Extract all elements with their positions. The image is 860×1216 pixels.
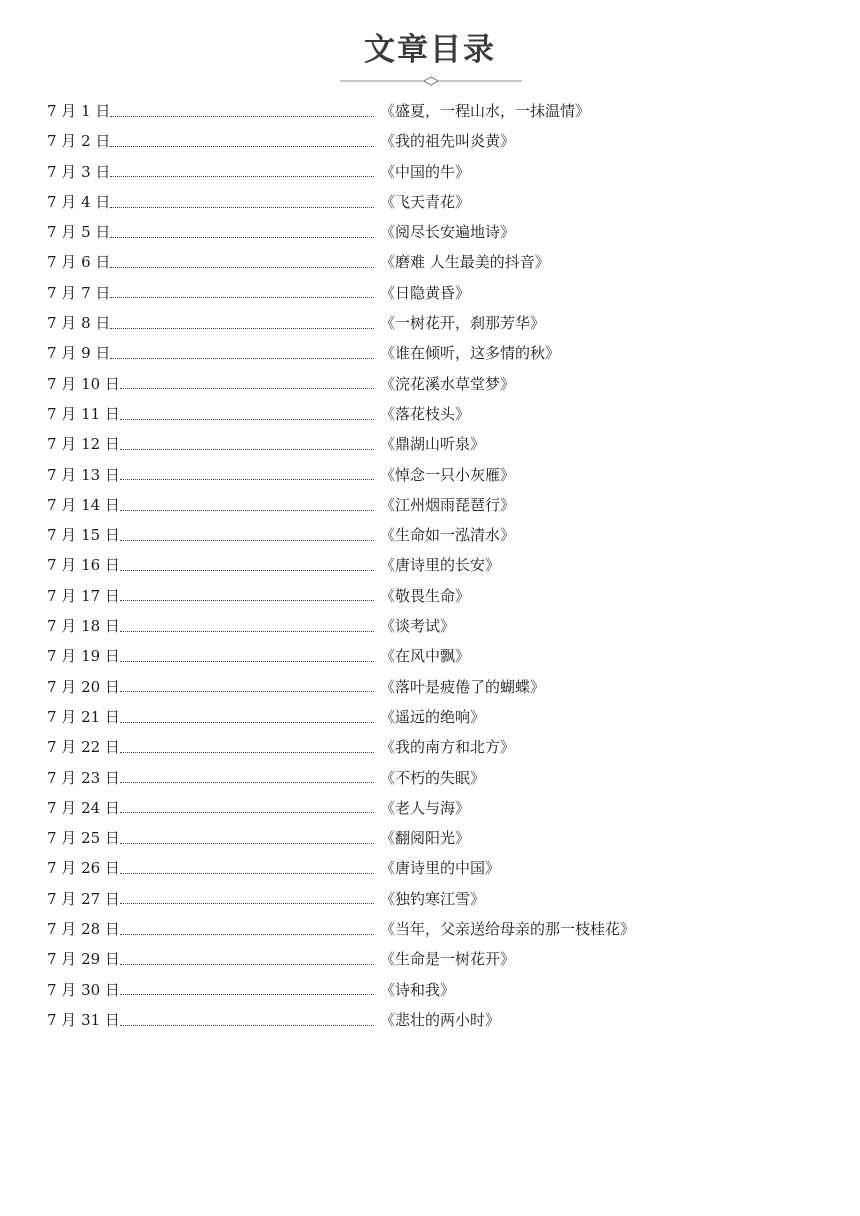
toc-entry-title: 《当年，父亲送给母亲的那一枝桂花》 xyxy=(380,920,636,939)
toc-entry[interactable] xyxy=(47,793,827,823)
toc-entry[interactable] xyxy=(47,914,827,944)
toc-entry[interactable] xyxy=(47,96,827,126)
toc-dot-leader xyxy=(110,116,374,117)
toc-dot-leader xyxy=(110,146,374,147)
toc-entry[interactable] xyxy=(47,732,827,762)
toc-entry[interactable] xyxy=(47,460,827,490)
toc-entry-title: 《江州烟雨琵琶行》 xyxy=(380,495,516,514)
toc-entry[interactable] xyxy=(47,338,827,368)
toc-entry-date: 7 月 9 日 xyxy=(47,344,111,363)
toc-entry[interactable] xyxy=(47,702,827,732)
toc-entry[interactable] xyxy=(47,157,827,187)
toc-entry-date: 7 月 24 日 xyxy=(47,798,120,817)
toc-dot-leader xyxy=(120,570,374,571)
page-title: 文章目录 xyxy=(364,32,496,68)
toc-entry-date: 7 月 17 日 xyxy=(47,586,120,605)
toc-entry-date: 7 月 4 日 xyxy=(47,192,111,211)
toc-entry-date: 7 月 6 日 xyxy=(47,253,111,272)
toc-entry-date: 7 月 15 日 xyxy=(47,526,120,545)
toc-entry-date: 7 月 22 日 xyxy=(47,738,120,757)
toc-dot-leader xyxy=(120,752,374,753)
toc-entry[interactable] xyxy=(47,975,827,1005)
toc-entry[interactable] xyxy=(47,490,827,520)
toc-entry-title: 《独钓寒江雪》 xyxy=(380,889,486,908)
toc-entry-title: 《磨难 人生最美的抖音》 xyxy=(380,253,550,272)
toc-entry-date: 7 月 14 日 xyxy=(47,495,120,514)
toc-dot-leader xyxy=(120,631,374,632)
toc-entry-date: 7 月 13 日 xyxy=(47,465,120,484)
toc-dot-leader xyxy=(120,510,374,511)
toc-dot-leader xyxy=(120,903,374,904)
toc-entry-date: 7 月 21 日 xyxy=(47,707,120,726)
toc-entry[interactable] xyxy=(47,187,827,217)
toc-entry-title: 《遥远的绝响》 xyxy=(380,707,486,726)
toc-entry[interactable] xyxy=(47,429,827,459)
toc-entry-title: 《鼎湖山听泉》 xyxy=(380,435,486,454)
toc-entry-title: 《悼念一只小灰雁》 xyxy=(380,465,516,484)
toc-dot-leader xyxy=(110,297,374,298)
toc-entry-date: 7 月 11 日 xyxy=(47,404,120,423)
toc-dot-leader xyxy=(120,934,374,935)
toc-dot-leader xyxy=(120,691,374,692)
toc-entry[interactable] xyxy=(47,641,827,671)
toc-entry[interactable] xyxy=(47,853,827,883)
title-divider-ornament xyxy=(340,75,522,87)
toc-entry-title: 《谁在倾听，这多情的秋》 xyxy=(380,344,561,363)
toc-entry-date: 7 月 27 日 xyxy=(47,889,120,908)
toc-dot-leader xyxy=(110,267,374,268)
toc-entry-title: 《我的祖先叫炎黄》 xyxy=(380,132,516,151)
toc-entry-date: 7 月 26 日 xyxy=(47,859,120,878)
toc-entry[interactable] xyxy=(47,550,827,580)
toc-entry-date: 7 月 10 日 xyxy=(47,374,120,393)
toc-entry[interactable] xyxy=(47,672,827,702)
toc-dot-leader xyxy=(110,358,374,359)
toc-entry[interactable] xyxy=(47,217,827,247)
toc-entry-title: 《落花枝头》 xyxy=(380,404,471,423)
toc-entry[interactable] xyxy=(47,611,827,641)
toc-entry-date: 7 月 28 日 xyxy=(47,920,120,939)
toc-entry[interactable] xyxy=(47,520,827,550)
toc-entry-title: 《诗和我》 xyxy=(380,980,456,999)
toc-entry-date: 7 月 18 日 xyxy=(47,617,120,636)
toc-dot-leader xyxy=(110,237,374,238)
toc-entry-title: 《阅尽长安遍地诗》 xyxy=(380,223,516,242)
toc-dot-leader xyxy=(120,540,374,541)
toc-entry-date: 7 月 5 日 xyxy=(47,223,111,242)
toc-entry[interactable] xyxy=(47,399,827,429)
toc-dot-leader xyxy=(110,328,374,329)
toc-dot-leader xyxy=(120,1025,374,1026)
toc-dot-leader xyxy=(110,176,374,177)
toc-entry-title: 《落叶是疲倦了的蝴蝶》 xyxy=(380,677,546,696)
toc-dot-leader xyxy=(120,661,374,662)
toc-entry-title: 《老人与海》 xyxy=(380,798,471,817)
toc-entry-title: 《翻阅阳光》 xyxy=(380,829,471,848)
toc-entry-date: 7 月 3 日 xyxy=(47,162,111,181)
toc-entry-date: 7 月 29 日 xyxy=(47,950,120,969)
table-of-contents xyxy=(47,96,827,1035)
toc-entry[interactable] xyxy=(47,369,827,399)
toc-entry-title: 《生命是一树花开》 xyxy=(380,950,516,969)
toc-dot-leader xyxy=(120,964,374,965)
toc-entry-date: 7 月 23 日 xyxy=(47,768,120,787)
toc-entry-title: 《唐诗里的中国》 xyxy=(380,859,501,878)
toc-dot-leader xyxy=(120,388,374,389)
toc-entry-date: 7 月 31 日 xyxy=(47,1010,120,1029)
toc-dot-leader xyxy=(120,419,374,420)
toc-entry-title: 《飞天青花》 xyxy=(380,192,471,211)
toc-entry-title: 《在风中飘》 xyxy=(380,647,471,666)
toc-entry-date: 7 月 7 日 xyxy=(47,283,111,302)
toc-entry-title: 《日隐黄昏》 xyxy=(380,283,471,302)
toc-entry-date: 7 月 20 日 xyxy=(47,677,120,696)
toc-dot-leader xyxy=(120,873,374,874)
toc-dot-leader xyxy=(120,843,374,844)
toc-dot-leader xyxy=(120,600,374,601)
toc-entry-date: 7 月 30 日 xyxy=(47,980,120,999)
toc-dot-leader xyxy=(110,207,374,208)
toc-dot-leader xyxy=(120,722,374,723)
toc-dot-leader xyxy=(120,782,374,783)
toc-entry[interactable] xyxy=(47,944,827,974)
toc-entry[interactable] xyxy=(47,126,827,156)
toc-entry-title: 《中国的牛》 xyxy=(380,162,471,181)
toc-dot-leader xyxy=(120,449,374,450)
toc-entry-title: 《一树花开，刹那芳华》 xyxy=(380,314,546,333)
toc-entry-title: 《浣花溪水草堂梦》 xyxy=(380,374,516,393)
toc-entry[interactable] xyxy=(47,278,827,308)
toc-entry[interactable] xyxy=(47,308,827,338)
toc-entry[interactable] xyxy=(47,763,827,793)
toc-entry-title: 《盛夏，一程山水，一抹温情》 xyxy=(380,102,591,120)
toc-entry-date: 7 月 8 日 xyxy=(47,314,111,333)
toc-entry-date: 7 月 25 日 xyxy=(47,829,120,848)
toc-entry-title: 《生命如一泓清水》 xyxy=(380,526,516,545)
toc-entry-title: 《不朽的失眠》 xyxy=(380,768,486,787)
toc-entry[interactable] xyxy=(47,581,827,611)
toc-entry-title: 《我的南方和北方》 xyxy=(380,738,516,757)
toc-dot-leader xyxy=(120,812,374,813)
toc-entry[interactable] xyxy=(47,884,827,914)
toc-dot-leader xyxy=(120,479,374,480)
toc-entry-title: 《敬畏生命》 xyxy=(380,586,471,605)
toc-entry[interactable] xyxy=(47,823,827,853)
toc-entry-date: 7 月 16 日 xyxy=(47,556,120,575)
toc-dot-leader xyxy=(120,994,374,995)
toc-entry-date: 7 月 12 日 xyxy=(47,435,120,454)
toc-entry-date: 7 月 2 日 xyxy=(47,132,111,151)
toc-entry[interactable] xyxy=(47,247,827,277)
toc-entry-date: 7 月 1 日 xyxy=(47,102,111,120)
toc-entry-date: 7 月 19 日 xyxy=(47,647,120,666)
toc-entry-title: 《唐诗里的长安》 xyxy=(380,556,501,575)
toc-entry-title: 《悲壮的两小时》 xyxy=(380,1010,501,1029)
toc-entry-title: 《谈考试》 xyxy=(380,617,456,636)
toc-entry[interactable] xyxy=(47,1005,827,1035)
